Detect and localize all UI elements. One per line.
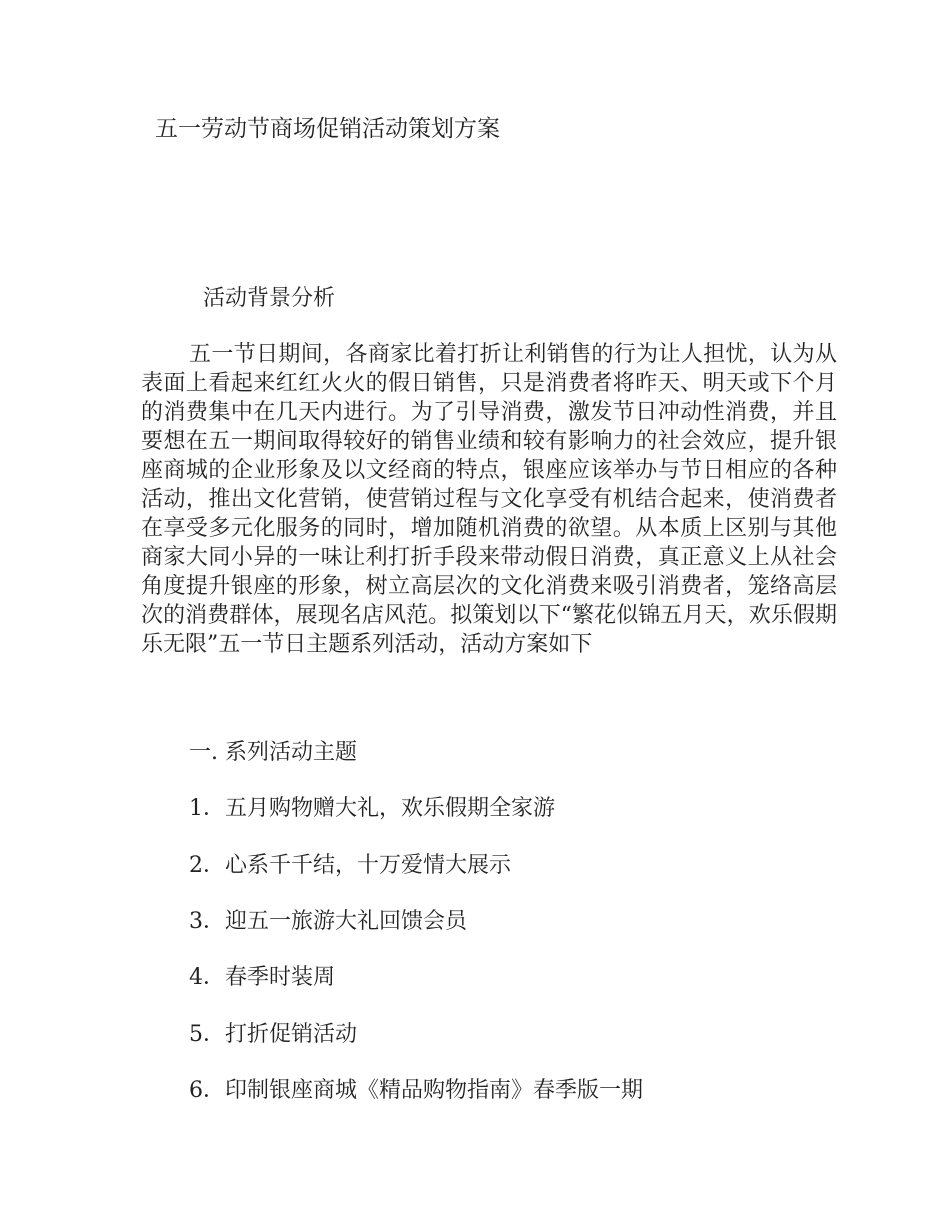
list-item: 1．五月购物赠大礼，欢乐假期全家游	[189, 796, 555, 821]
section-heading: 活动背景分析	[203, 286, 336, 311]
list-item: 4．春季时装周	[189, 965, 335, 990]
background-paragraph: 五一节日期间，各商家比着打折让利销售的行为让人担忧，认为从表面上看起来红红火火的假日销售，只是消费者将昨天、明天或下个月的消费集中在几天内进行。为了引导消费，激发节日冲动性消费，并且要想在五一期间取得较好的销售业绩和较有影响力的社会效应，提升银座商城的企业形象及以文经商的特点，银座应该举办与节日相应的各种活动，推出文化营销，使营销过程与文化享受有机结合起来，使消费者在享受多元化服务的同时，增加随机消费的欲望。从本质上区别与其他商家大同小异的一味让利打折手段来带动假日消费，真正意义上从社会角度提升银座的形象，树立高层次的文化消费来吸引消费者，笼络高层次的消费群体，展现名店风范。拟策划以下“繁花似锦五月天，欢乐假期乐无限”五一节日主题系列活动，活动方案如下	[141, 342, 837, 657]
list-item: 2．心系千千结，十万爱情大展示	[189, 853, 511, 878]
list-heading: 一. 系列活动主题	[189, 740, 357, 765]
document-title: 五一劳动节商场促销活动策划方案	[155, 116, 500, 142]
list-item: 6．印制银座商城《精品购物指南》春季版一期	[189, 1078, 643, 1103]
list-item: 3．迎五一旅游大礼回馈会员	[189, 909, 467, 934]
list-item: 5．打折促销活动	[189, 1022, 357, 1047]
